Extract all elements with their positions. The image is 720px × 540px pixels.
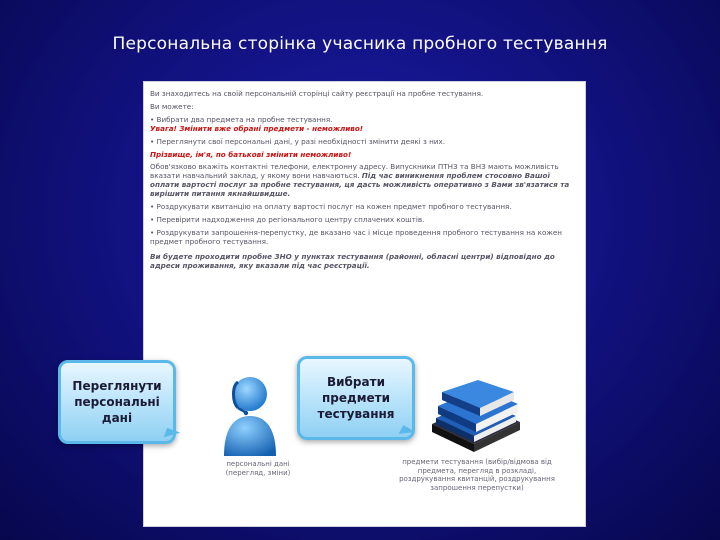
can-label: Ви можете: — [150, 101, 194, 111]
subjects-caption: предмети тестування (вибір/відмова від предмета, перегляд в розкладі, роздрукування квитанцій, роздрукування запрошення перепустки) — [399, 458, 555, 492]
contacts-paragraph — [150, 163, 578, 199]
item-view-personal-data: • Переглянути свої персональні дані, у разі необхідності змінити деякі з них. — [150, 136, 445, 146]
contacts-plain: Обов'язково вкажіть контактні телефони, електронну адресу. Випускники ПТНЗ та ВНЗ мають можливість вказати навчальний заклад, у якому вони навчаються. — [150, 162, 559, 181]
intro-text: Ви знаходитесь на своїй персональній сторінці сайту реєстрації на пробне тестування. — [150, 89, 484, 98]
page-content — [150, 90, 578, 275]
item-check-payment: • Перевірити надходження до регіонального центру сплачених коштів. — [150, 214, 425, 224]
warning-subjects: Увага! Змінити вже обрані предмети - неможливо! — [150, 123, 364, 133]
footer-note: Ви будете проходити пробне ЗНО у пунктах тестування (районні, обласні центри) відповідно до адреси проживання, яку вказали під час реєстрації. — [150, 251, 555, 270]
choose-subjects-label: Вибрати предмети тестування — [317, 375, 395, 421]
view-personal-data-label: Переглянути персональні дані — [72, 379, 162, 425]
item-print-invitation: • Роздрукувати запрошення-перепустку, де вказано час і місце проведення пробного тестування на кожен предмет пробного тестування. — [150, 227, 562, 246]
slide-title: Персональна сторінка учасника пробного тестування — [112, 34, 608, 54]
warning-name: Прізвище, ім'я, по батькові змінити неможливо! — [150, 149, 352, 159]
user-icon[interactable] — [218, 372, 282, 458]
contacts-emphasis: Під час виникнення проблем стосовно Вашої оплати вартості послуг за пробне тестування, ця дасть можливість оперативно з Вами зв'язатися та вирішити питання якнайшвидше. — [150, 171, 570, 199]
item-choose-subjects: • Вибрати два предмета на пробне тестування. — [150, 114, 333, 124]
personal-data-caption: персональні дані (перегляд, зміни) — [225, 460, 291, 477]
item-print-receipt: • Роздрукувати квитанцію на оплату вартості послуг на кожен предмет пробного тестування. — [150, 202, 512, 212]
view-personal-data-callout[interactable] — [58, 360, 176, 444]
choose-subjects-callout[interactable] — [297, 356, 415, 440]
books-icon[interactable] — [428, 378, 524, 454]
